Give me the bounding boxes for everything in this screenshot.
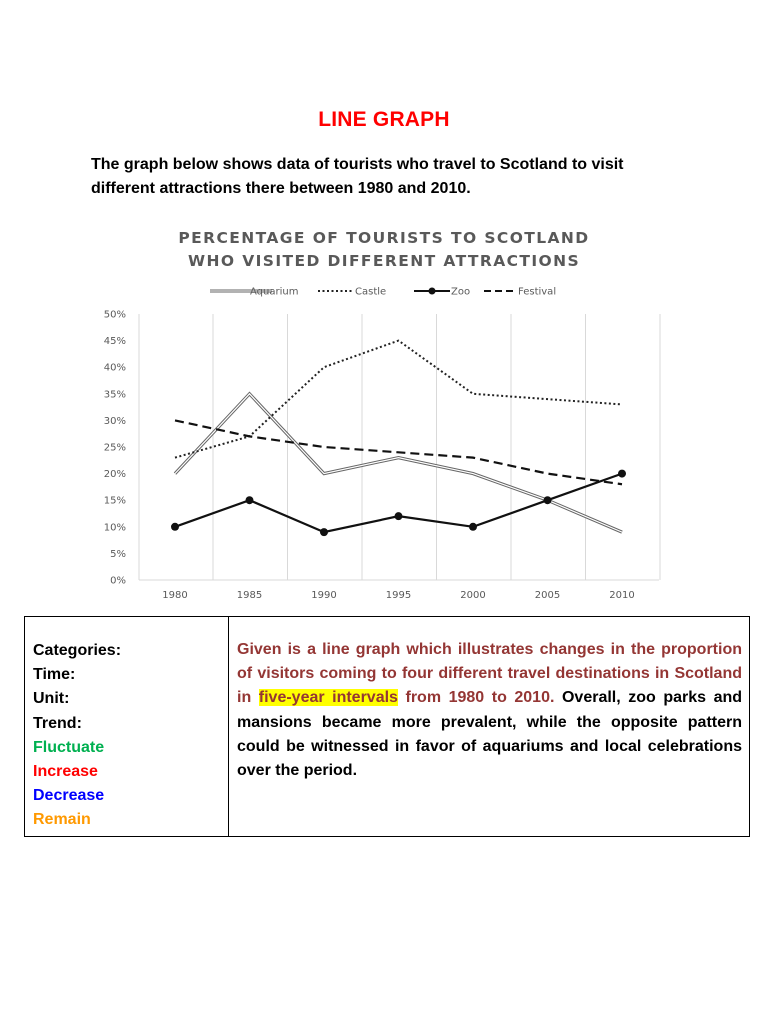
notes-label: Time: — [33, 666, 76, 684]
x-tick-label: 1985 — [236, 590, 263, 601]
x-tick-label: 1980 — [162, 590, 188, 601]
paragraph-part1: Given is a line graph which illustrates changes in the proportion of visitors coming to four different travel destinations in Scotland in — [237, 641, 742, 707]
line-chart — [0, 215, 768, 610]
legend-aquarium-label: Aquarium — [250, 286, 299, 298]
chart-title: PERCENTAGE OF TOURISTS TO SCOTLAND — [178, 229, 590, 247]
notes-label: Unit: — [33, 690, 70, 708]
paragraph-part3: Overall, zoo parks and mansions became more prevalent, while the opposite pattern could be witnessed in favor of aquariums and local celebrations over the period. — [237, 689, 743, 780]
series-zoo-point — [171, 523, 179, 531]
y-tick-label: 20% — [103, 469, 126, 481]
x-tick-label: 2005 — [534, 590, 561, 601]
series-aquarium-line — [175, 394, 622, 532]
series-zoo-point — [320, 528, 328, 536]
chart-legend — [210, 287, 556, 298]
x-tick-label: 1990 — [311, 590, 337, 601]
legend-zoo-label: Zoo — [451, 286, 471, 298]
notes-table — [24, 616, 750, 837]
notes-label: Trend: — [33, 714, 82, 732]
notes-label: Decrease — [33, 787, 105, 805]
x-tick-label: 2000 — [460, 590, 486, 601]
paragraph-part2: from 1980 to 2010. — [397, 689, 555, 707]
x-tick-label: 2010 — [609, 590, 635, 601]
y-tick-label: 10% — [103, 522, 126, 534]
series-zoo-point — [469, 523, 477, 531]
legend-zoo-marker — [429, 288, 436, 295]
series-aquarium-line-inner — [175, 394, 622, 532]
notes-label: Categories: — [33, 642, 122, 659]
notes-label: Remain — [33, 811, 91, 829]
intro-text: The graph below shows data of tourists who travel to Scotland to visit different attractions there between 1980 and 2010. — [91, 156, 624, 197]
y-tick-label: 0% — [110, 575, 126, 587]
legend-castle-label: Castle — [355, 286, 387, 298]
notes-labels-column — [25, 617, 229, 836]
series-zoo-point — [395, 512, 403, 520]
legend-festival-label: Festival — [518, 286, 557, 298]
x-axis — [162, 590, 634, 601]
notes-paragraph — [229, 617, 749, 836]
y-tick-label: 35% — [103, 389, 126, 401]
y-tick-label: 45% — [103, 336, 126, 348]
series-zoo-point — [544, 496, 552, 504]
y-tick-label: 25% — [103, 442, 126, 454]
y-tick-label: 40% — [103, 362, 126, 374]
y-axis — [104, 310, 126, 587]
series-castle-line — [175, 341, 622, 458]
chart-grid — [139, 314, 660, 580]
series-festival-line — [175, 420, 622, 484]
y-tick-label: 15% — [103, 495, 126, 507]
y-tick-label: 5% — [110, 548, 126, 560]
chart-series — [171, 341, 626, 537]
series-zoo-point — [618, 470, 626, 478]
page-heading: LINE GRAPH — [318, 108, 450, 131]
chart-subtitle: WHO VISITED DIFFERENT ATTRACTIONS — [187, 252, 581, 270]
notes-label: Fluctuate — [33, 738, 105, 756]
series-zoo-point — [246, 496, 254, 504]
x-tick-label: 1995 — [385, 590, 412, 601]
paragraph-highlight: five-year intervals — [258, 689, 398, 707]
y-tick-label: 50% — [103, 309, 126, 321]
notes-label: Increase — [33, 763, 98, 781]
y-tick-label: 30% — [103, 415, 126, 427]
